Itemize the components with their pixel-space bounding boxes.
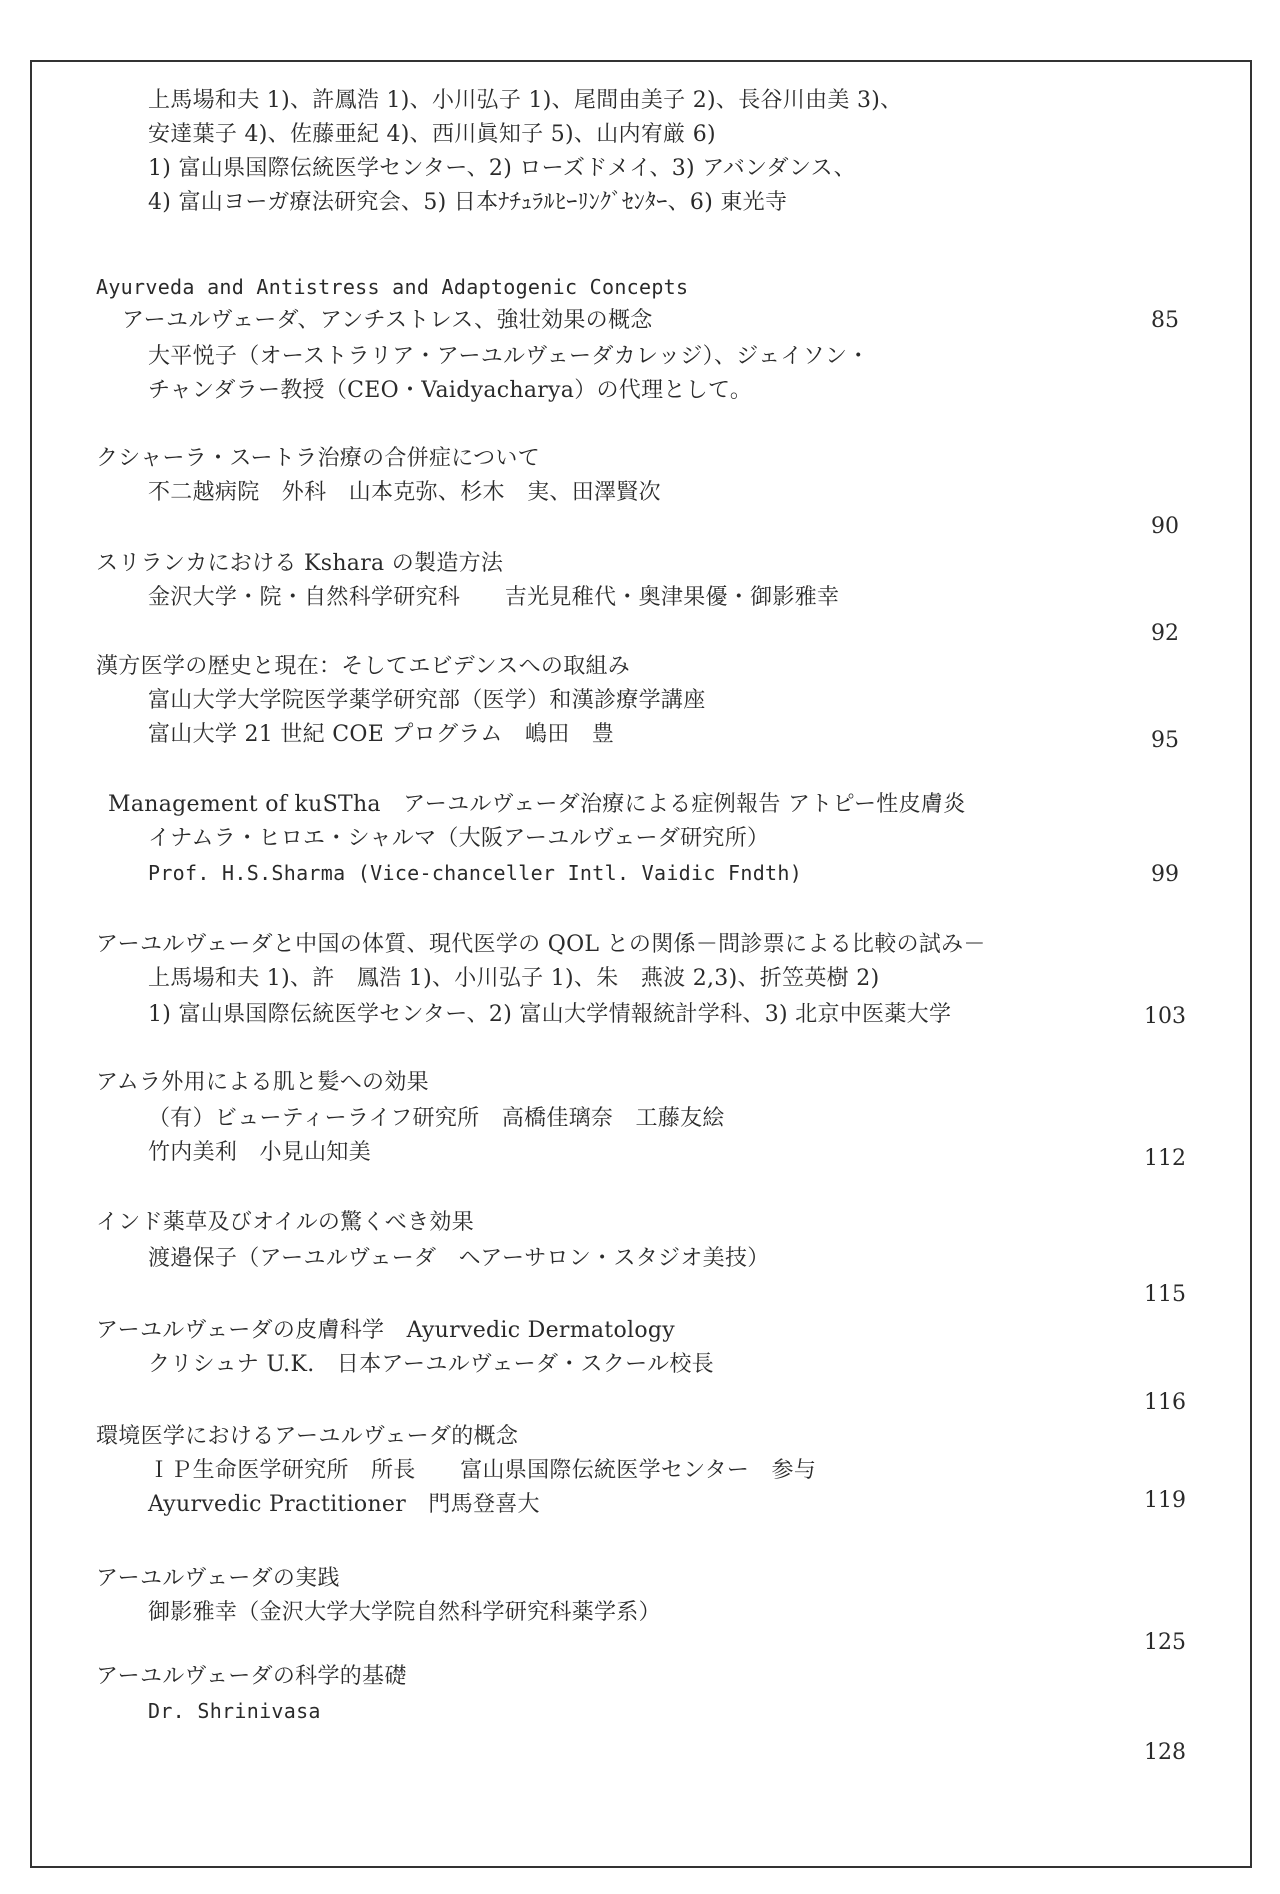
entry-author-line: 金沢大学・院・自然科学研究科 吉光見稚代・奥津果優・御影雅幸 bbox=[148, 585, 840, 610]
page-number: 125 bbox=[1144, 1630, 1186, 1655]
page-number: 85 bbox=[1151, 308, 1179, 333]
entry-author-line: 安達葉子 4)、佐藤亜紀 4)、西川眞知子 5)、山内宥厳 6) bbox=[148, 122, 716, 147]
page-number: 90 bbox=[1151, 514, 1179, 539]
entry-title: アーユルヴェーダの皮膚科学 Ayurvedic Dermatology bbox=[96, 1318, 675, 1343]
entry-author-line: 大平悦子（オーストラリア・アーユルヴェーダカレッジ）、ジェイソン・ bbox=[148, 344, 870, 369]
entry-title: Ayurveda and Antistress and Adaptogenic Concepts bbox=[96, 275, 689, 299]
entry-author-line: Dr. Shrinivasa bbox=[148, 1699, 321, 1723]
entry-subtitle: アーユルヴェーダ、アンチストレス、強壮効果の概念 bbox=[122, 308, 653, 333]
entry-title: アムラ外用による肌と髪への効果 bbox=[96, 1070, 429, 1095]
entry-author-line: 渡邉保子（アーユルヴェーダ ヘアーサロン・スタジオ美技） bbox=[148, 1246, 770, 1271]
entry-title: 環境医学におけるアーユルヴェーダ的概念 bbox=[96, 1424, 519, 1449]
entry-author-line: クリシュナ U.K. 日本アーユルヴェーダ・スクール校長 bbox=[148, 1352, 714, 1377]
entry-title: クシャーラ・スートラ治療の合併症について bbox=[96, 446, 541, 471]
entry-affiliation-line: 富山大学大学院医学薬学研究部（医学）和漢診療学講座 bbox=[148, 688, 706, 713]
entry-author-line: チャンダラー教授（CEO・Vaidyacharya）の代理として。 bbox=[148, 378, 753, 403]
entry-affiliation-line: ＩＰ生命医学研究所 所長 富山県国際伝統医学センター 参与 bbox=[148, 1458, 817, 1483]
entry-title: Management of kuSTha アーユルヴェーダ治療による症例報告 アトピー性皮膚炎 bbox=[108, 792, 966, 817]
entry-author-line: 竹内美利 小見山知美 bbox=[148, 1140, 372, 1165]
entry-title: インド薬草及びオイルの驚くべき効果 bbox=[96, 1210, 475, 1235]
entry-affiliation-line: 1) 富山県国際伝統医学センター、2) 富山大学情報統計学科、3) 北京中医薬大学 bbox=[148, 1002, 952, 1027]
entry-title: アーユルヴェーダの実践 bbox=[96, 1566, 340, 1591]
entry-author-line: Prof. H.S.Sharma (Vice-chanceller Intl. Vaidic Fndth) bbox=[148, 861, 803, 885]
entry-title: アーユルヴェーダの科学的基礎 bbox=[96, 1664, 407, 1689]
entry-author-line: イナムラ・ヒロエ・シャルマ（大阪アーユルヴェーダ研究所） bbox=[148, 826, 770, 851]
entry-author-line: （有）ビューティーライフ研究所 高橋佳璃奈 工藤友絵 bbox=[148, 1106, 725, 1131]
page-number: 92 bbox=[1151, 621, 1179, 646]
entry-author-line: 上馬場和夫 1)、許鳳浩 1)、小川弘子 1)、尾間由美子 2)、長谷川由美 3)、 bbox=[148, 88, 903, 113]
page-number: 128 bbox=[1144, 1740, 1186, 1765]
entry-affiliation-line: 4) 富山ヨーガ療法研究会、5) 日本ﾅﾁｭﾗﾙﾋｰﾘﾝｸﾞｾﾝﾀｰ、6) 東光寺 bbox=[148, 190, 788, 215]
entry-author-line: 不二越病院 外科 山本克弥、杉木 実、田澤賢次 bbox=[148, 480, 661, 505]
entry-author-line: 上馬場和夫 1)、許 鳳浩 1)、小川弘子 1)、朱 燕波 2,3)、折笠英樹 2) bbox=[148, 966, 880, 991]
page-number: 119 bbox=[1144, 1488, 1186, 1513]
page-number: 99 bbox=[1151, 862, 1179, 887]
page-number: 103 bbox=[1144, 1004, 1186, 1029]
entry-author-line: 富山大学 21 世紀 COE プログラム 嶋田 豊 bbox=[148, 722, 615, 747]
entry-affiliation-line: 1) 富山県国際伝統医学センター、2) ローズドメイ、3) アバンダンス、 bbox=[148, 156, 856, 181]
entry-title: スリランカにおける Kshara の製造方法 bbox=[96, 551, 504, 576]
page-number: 95 bbox=[1151, 728, 1179, 753]
page-number: 115 bbox=[1144, 1282, 1186, 1307]
entry-author-line: 御影雅幸（金沢大学大学院自然科学研究科薬学系） bbox=[148, 1600, 661, 1625]
entry-title: アーユルヴェーダと中国の体質、現代医学の QOL との関係－問診票による比較の試み－ bbox=[96, 932, 986, 957]
page-number: 116 bbox=[1144, 1390, 1186, 1415]
entry-title: 漢方医学の歴史と現在：そしてエビデンスへの取組み bbox=[96, 654, 631, 679]
entry-author-line: Ayurvedic Practitioner 門馬登喜大 bbox=[148, 1492, 540, 1517]
page-number: 112 bbox=[1144, 1146, 1186, 1171]
